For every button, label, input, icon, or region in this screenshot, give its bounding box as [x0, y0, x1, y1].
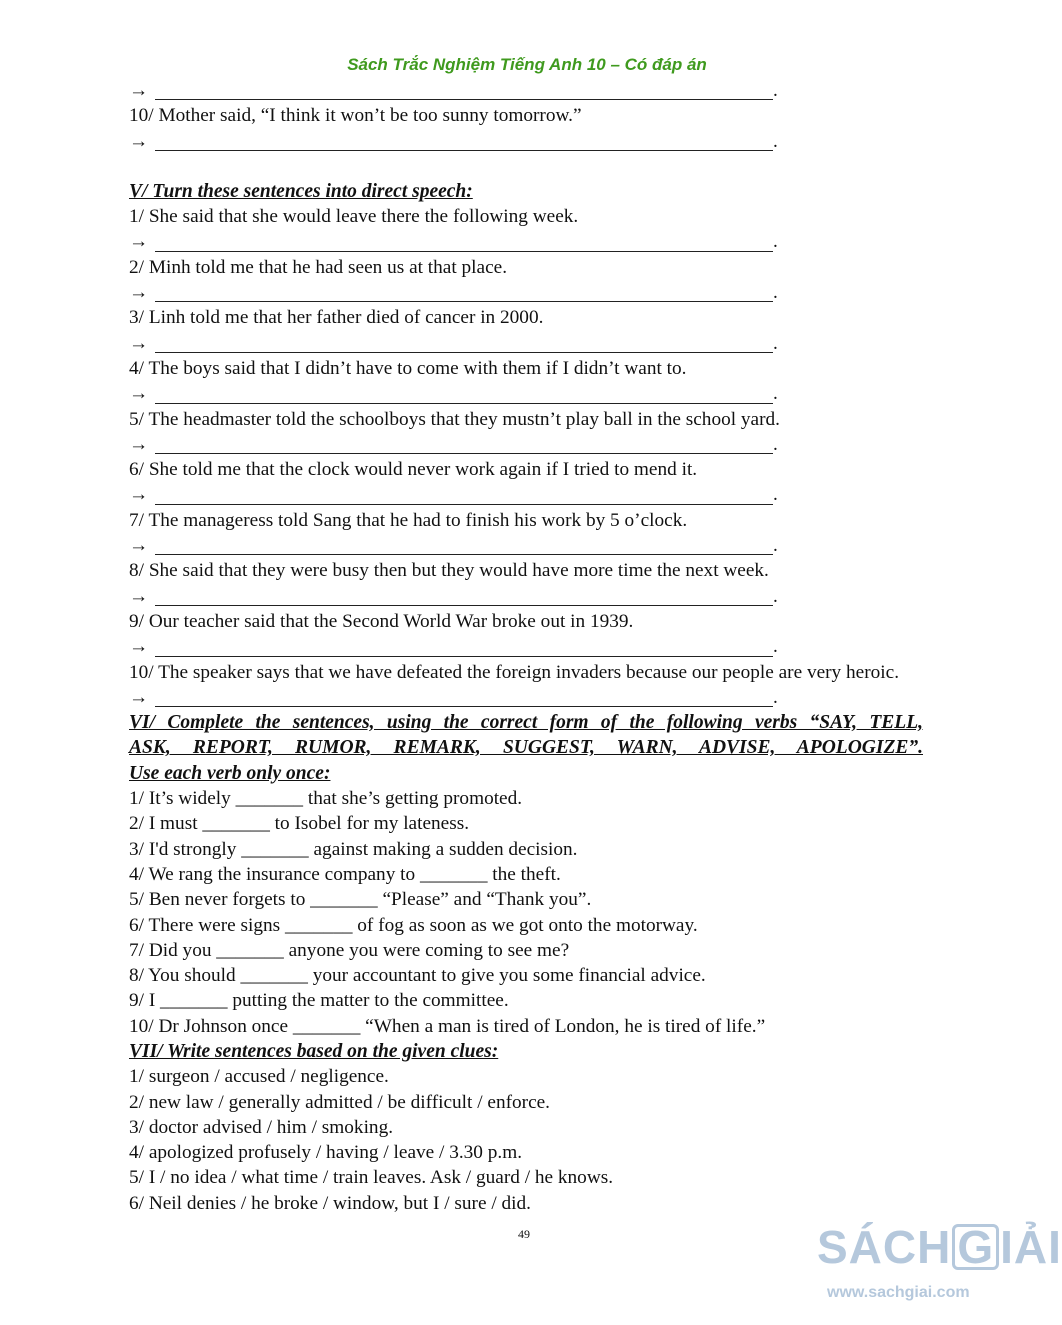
page-header-title: Sách Trắc Nghiệm Tiếng Anh 10 – Có đáp án [347, 55, 707, 74]
watermark-url: www.sachgiai.com [827, 1284, 970, 1301]
answer-blank[interactable] [155, 638, 773, 657]
exercise-item: 2/ new law / generally admitted / be difficult / enforce. [129, 1091, 551, 1113]
answer-line: → . [129, 634, 923, 659]
arrow-icon: → [129, 231, 149, 253]
exercise-item: 5/ I / no idea / what time / train leaves. Ask / guard / he knows. [129, 1167, 614, 1189]
exercise-item: 7/ The manageress told Sang that he had to finish his work by 5 o’clock. [129, 509, 688, 531]
section-heading: Use each verb only once: [129, 762, 331, 784]
arrow-icon: → [129, 686, 149, 708]
answer-blank[interactable] [155, 233, 773, 252]
answer-line: → . [129, 381, 923, 406]
exercise-item: 8/ She said that they were busy then but they would have more time the next week. [129, 560, 769, 582]
arrow-icon: → [129, 332, 149, 354]
exercise-item: 8/ You should _______ your accountant to give you some financial advice. [129, 965, 706, 987]
answer-blank[interactable] [155, 486, 773, 505]
answer-blank[interactable] [155, 688, 773, 707]
answer-blank[interactable] [155, 81, 773, 100]
answer-blank[interactable] [155, 435, 773, 454]
watermark-logo-text: SÁCH G IẢI [817, 1221, 1062, 1273]
exercise-item: 1/ It’s widely _______ that she’s getting promoted. [129, 788, 523, 810]
exercise-item: 5/ Ben never forgets to _______ “Please” and “Thank you”. [129, 889, 592, 911]
arrow-icon: → [129, 636, 149, 658]
exercise-item: 1/ She said that she would leave there the following week. [129, 206, 579, 228]
exercise-item: 5/ The headmaster told the schoolboys that they mustn’t play ball in the school yard. [129, 408, 780, 430]
exercise-item: 4/ apologized profusely / having / leave / 3.30 p.m. [129, 1142, 523, 1164]
answer-line: → . [129, 482, 923, 507]
exercise-item: 4/ We rang the insurance company to _______ the theft. [129, 863, 561, 885]
exercise-item: 3/ Linh told me that her father died of cancer in 2000. [129, 307, 544, 329]
arrow-icon: → [129, 484, 149, 506]
exercise-item: 10/ The speaker says that we have defeated the foreign invaders because our people are very heroic. [129, 661, 900, 683]
answer-line: → . [129, 533, 923, 558]
answer-line: → . [129, 78, 923, 103]
arrow-icon: → [129, 585, 149, 607]
arrow-icon: → [129, 535, 149, 557]
answer-line: → . [129, 280, 923, 305]
arrow-icon: → [129, 130, 149, 152]
exercise-item: 6/ She told me that the clock would never work again if I tried to mend it. [129, 459, 698, 481]
section-heading: VII/ Write sentences based on the given clues: [129, 1040, 499, 1062]
arrow-icon: → [129, 383, 149, 405]
exercise-item: 2/ I must _______ to Isobel for my lateness. [129, 813, 470, 835]
exercise-item: 4/ The boys said that I didn’t have to come with them if I didn’t want to. [129, 357, 687, 379]
exercise-item: 10/ Mother said, “I think it won’t be too sunny tomorrow.” [129, 105, 582, 127]
answer-line: → . [129, 331, 923, 356]
exercise-item: 6/ There were signs _______ of fog as soon as we got onto the motorway. [129, 914, 698, 936]
arrow-icon: → [129, 80, 149, 101]
arrow-icon: → [129, 433, 149, 455]
watermark-logo-badge: G [952, 1224, 999, 1270]
answer-line: → . [129, 229, 923, 254]
section-heading: VI/ Complete the sentences, using the correct form of the following verbs “SAY, TELL, [129, 712, 923, 734]
exercise-item: 10/ Dr Johnson once _______ “When a man is tired of London, he is tired of life.” [129, 1015, 766, 1037]
section-heading: ASK, REPORT, RUMOR, REMARK, SUGGEST, WARN, ADVISE, APOLOGIZE”. [129, 737, 923, 759]
page-number: 49 [518, 1227, 530, 1241]
answer-blank[interactable] [155, 283, 773, 302]
watermark-logo [817, 1221, 1062, 1322]
answer-blank[interactable] [155, 334, 773, 353]
exercise-item: 2/ Minh told me that he had seen us at that place. [129, 256, 508, 278]
exercise-item: 6/ Neil denies / he broke / window, but I / sure / did. [129, 1192, 531, 1214]
answer-blank[interactable] [155, 587, 773, 606]
answer-line: → . [129, 129, 923, 154]
answer-blank[interactable] [155, 536, 773, 555]
section-heading: V/ Turn these sentences into direct speech: [129, 180, 473, 202]
exercise-item: 9/ I _______ putting the matter to the committee. [129, 990, 509, 1012]
answer-blank[interactable] [155, 385, 773, 404]
answer-blank[interactable] [155, 132, 773, 151]
exercise-item: 3/ I'd strongly _______ against making a sudden decision. [129, 838, 578, 860]
arrow-icon: → [129, 282, 149, 304]
answer-line: → . [129, 432, 923, 457]
answer-line: → . [129, 584, 923, 609]
page-content [129, 78, 923, 1216]
exercise-item: 1/ surgeon / accused / negligence. [129, 1066, 389, 1088]
exercise-item: 9/ Our teacher said that the Second World War broke out in 1939. [129, 610, 634, 632]
exercise-item: 3/ doctor advised / him / smoking. [129, 1116, 394, 1138]
exercise-item: 7/ Did you _______ anyone you were coming to see me? [129, 939, 570, 961]
answer-line: → . [129, 685, 923, 710]
